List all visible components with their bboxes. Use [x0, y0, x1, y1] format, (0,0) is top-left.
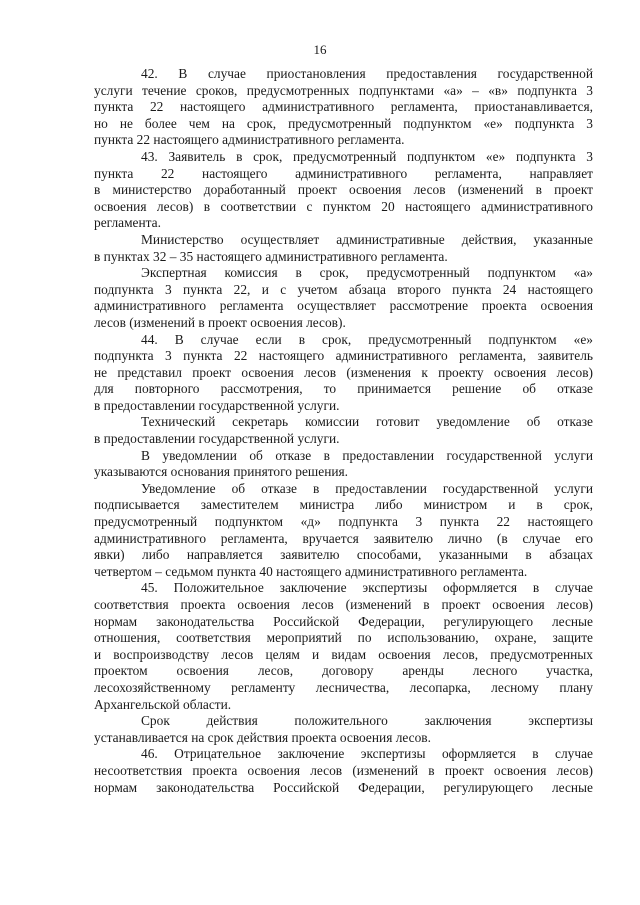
text-line: административного регламента, вручается заявителю лично (в случае его	[94, 530, 593, 546]
text-line: нормам законодательства Российской Федерации, регулирующего лесные	[94, 779, 593, 795]
text-line: услуги течение сроков, предусмотренных подпунктами «а» – «в» подпункта 3	[94, 82, 593, 98]
paragraph	[94, 66, 593, 149]
paragraph	[94, 448, 593, 481]
text-line: В уведомлении об отказе в предоставлении государственной услуги	[141, 447, 593, 463]
text-line: проектом освоения лесов, договору аренды лесного участка,	[94, 663, 593, 679]
text-line: лесов (изменений в проект освоения лесов).	[94, 314, 346, 330]
text-line: Архангельской области.	[94, 696, 232, 712]
paragraph	[94, 232, 593, 265]
paragraph	[94, 746, 593, 796]
text-line: отношения, соответствия мероприятий по использованию, охране, защите	[94, 630, 593, 646]
text-line: предусмотренный подпунктом «д» подпункта 3 пункта 22 настоящего	[94, 514, 593, 530]
text-line: 42. В случае приостановления предоставления государственной	[141, 66, 593, 81]
text-line: административного регламента осуществляет рассмотрение проекта освоения	[94, 298, 593, 314]
paragraph	[94, 713, 593, 746]
text-line: несоответствия проекта освоения лесов (изменений в проект освоения лесов)	[94, 762, 593, 778]
paragraph	[94, 332, 593, 415]
document-body	[94, 66, 593, 796]
text-line: устанавливается на срок действия проекта освоения лесов.	[94, 729, 431, 745]
text-line: подпункта 3 пункта 22, и с учетом абзаца второго пункта 24 настоящего	[94, 281, 593, 297]
paragraph	[94, 149, 593, 232]
paragraph	[94, 481, 593, 581]
text-line: регламента.	[94, 215, 161, 231]
paragraph	[94, 414, 593, 447]
text-line: в пунктах 32 – 35 настоящего административного регламента.	[94, 248, 448, 264]
text-line: для повторного рассмотрения, то принимается решение об отказе	[94, 381, 593, 397]
text-line: Министерство осуществляет административные действия, указанные	[141, 231, 593, 247]
page-number: 16	[313, 42, 327, 57]
text-line: в предоставлении государственной услуги.	[94, 397, 340, 413]
text-line: пункта 22 настоящего административного регламента.	[94, 132, 405, 148]
text-line: лесохозяйственному регламенту лесничества, лесопарка, лесному плану	[94, 679, 593, 695]
text-line: указываются основания принятого решения.	[94, 464, 349, 480]
text-line: подпункта 3 пункта 22 настоящего административного регламента, заявитель	[94, 348, 593, 364]
text-line: Экспертная комиссия в срок, предусмотренный подпунктом «а»	[141, 265, 593, 281]
text-line: освоения лесов) в соответствии с пунктом 20 настоящего административного	[94, 198, 593, 214]
text-line: Технический секретарь комиссии готовит уведомление об отказе	[141, 414, 593, 430]
text-line: пункта 22 настоящего административного регламента, направляет	[94, 165, 593, 181]
text-line: 44. В случае если в срок, предусмотренный подпунктом «е»	[141, 331, 593, 347]
text-line: и воспроизводству лесов целям и видам освоения лесов, предусмотренных	[94, 646, 593, 662]
text-line: нормам законодательства Российской Федерации, регулирующего лесные	[94, 613, 593, 629]
text-line: 46. Отрицательное заключение экспертизы оформляется в случае	[141, 746, 593, 762]
text-line: Срок действия положительного заключения экспертизы	[141, 713, 593, 729]
text-line: 45. Положительное заключение экспертизы оформляется в случае	[141, 580, 593, 596]
paragraph	[94, 265, 593, 331]
text-line: не представил проект освоения лесов (изменения к проекту освоения лесов)	[94, 364, 593, 380]
text-line: пункта 22 настоящего административного регламента, приостанавливается,	[94, 99, 593, 115]
text-line: подписывается заместителем министра либо министром и в срок,	[94, 497, 593, 513]
text-line: 43. Заявитель в срок, предусмотренный подпунктом «е» подпункта 3	[141, 148, 593, 164]
text-line: в предоставлении государственной услуги.	[94, 431, 340, 447]
text-line: соответствия проекта освоения лесов (изменений в проект освоения лесов)	[94, 597, 593, 612]
text-line: четвертом – седьмом пункта 40 настоящего административного регламента.	[94, 563, 528, 579]
text-line: явки) либо направляется заявителю способами, указанными в абзацах	[94, 547, 593, 563]
text-line: в министерство доработанный проект освоения лесов (изменений в проект	[94, 182, 593, 198]
text-line: но не более чем на срок, предусмотренный подпунктом «е» подпункта 3	[94, 115, 593, 131]
paragraph	[94, 580, 593, 713]
text-line: Уведомление об отказе в предоставлении государственной услуги	[141, 480, 593, 496]
